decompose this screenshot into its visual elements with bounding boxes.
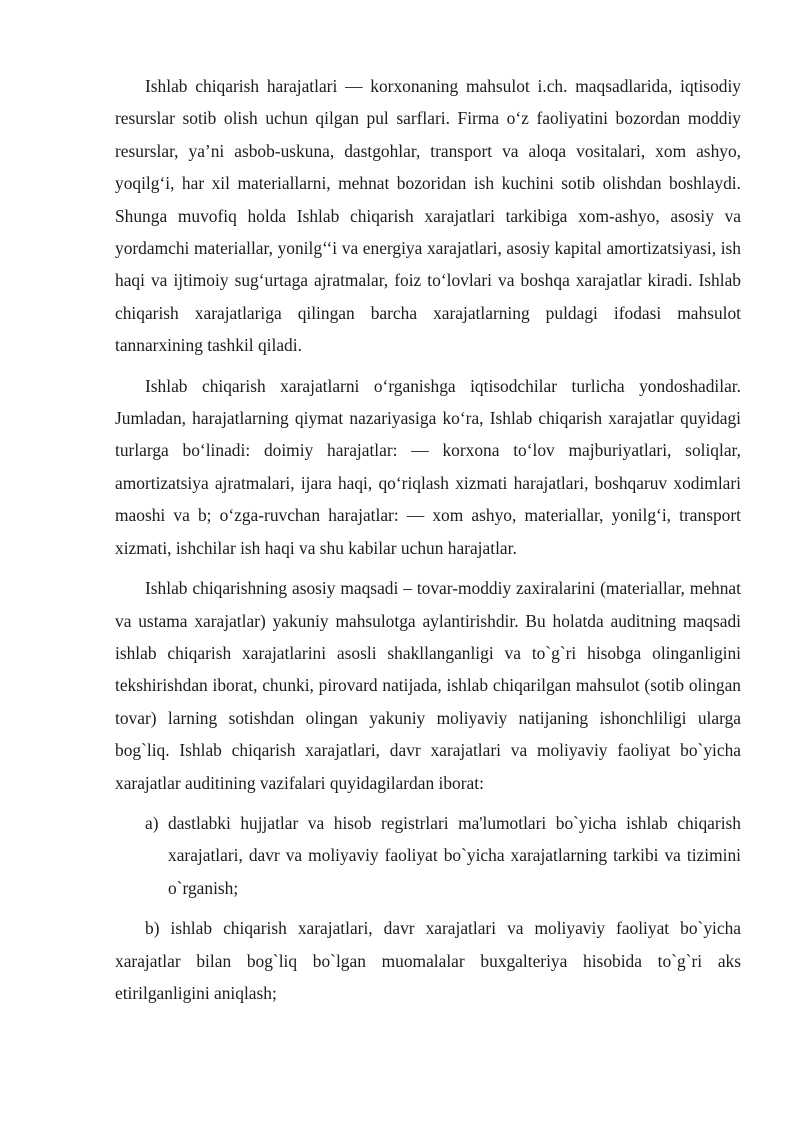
list-text-b: ishlab chiqarish xarajatlari, davr xarajatlari va moliyaviy faoliyat bo`yicha xarajatlar bilan bog`liq bo`lgan muomalalar buxgalteriya hisobida to`g`ri aks etirilganligini aniqlash; <box>115 918 741 1003</box>
list-marker-b: b) <box>145 918 160 939</box>
list-item-a <box>145 807 741 904</box>
paragraph-cost-classification: Ishlab chiqarish xarajatlarni o‘rganishga iqtisodchilar turlicha yondoshadilar. Jumladan, harajatlarning qiymat nazariyasiga ko‘ra, Ishlab chiqarish xarajatlar quyidagi turlarga bo‘linadi: doimiy harajatlar: — korxona to‘lov majburiyatlari, soliqlar, amortizatsiya ajratmalari, ijara haqi, qo‘riqlash xizmati harajatlari, boshqaruv xodimlari maoshi va b; o‘zga-ruvchan harajatlar: — xom ashyo, materiallar, yonilg‘i, transport xizmati, ishchilar ish haqi va shu kabilar uchun harajatlar. <box>115 375 741 558</box>
list-item-b <box>115 912 741 1009</box>
paragraph-audit-objectives: Ishlab chiqarishning asosiy maqsadi – tovar-moddiy zaxiralarini (materiallar, mehnat va ustama xarajatlar) yakuniy mahsulotga aylantirishdir. Bu holatda auditning maqsadi ishlab chiqarish xarajatlarini asosli shakllanganligi va to`g`ri hisobga olinganligini tekshirishdan iborat, chunki, pirovard natijada, ishlab chiqarilgan mahsulot (sotib olingan tovar) larning sotishdan olingan yakuniy moliyaviy natijaning ishonchliligi ularga bog`liq. Ishlab chiqarish xarajatlari, davr xarajatlari va moliyaviy faoliyat bo`yicha xarajatlar auditining vazifalari quyidagilardan iborat: <box>115 578 741 793</box>
list-marker-a: a) <box>145 812 159 833</box>
paragraph-production-costs-definition: Ishlab chiqarish harajatlari — korxonaning mahsulot i.ch. maqsadlarida, iqtisodiy resurslar sotib olish uchun qilgan pul sarflari. Firma o‘z faoliyatini bozordan moddiy resurslar, ya’ni asbob-uskuna, dastgohlar, transport va aloqa vositalari, xom ashyo, yoqilg‘i, har xil materiallarni, mehnat bozoridan ish kuchini sotib olishdan boshlaydi. Shunga muvofiq holda Ishlab chiqarish xarajatlari tarkibiga xom-ashyo, asosiy va yordamchi materiallar, yonilg‘‘i va energiya xarajatlari, asosiy kapital amortizatsiyasi, ish haqi va ijtimoiy sug‘urtaga ajratmalar, foiz to‘lovlari va boshqa xarajatlar kiradi. Ishlab chiqarish xarajatlariga qilingan barcha xarajatlarning puldagi ifodasi mahsulot tannarxining tashkil qiladi. <box>115 76 741 356</box>
list-text-a: dastlabki hujjatlar va hisob registrlari ma'lumotlari bo`yicha ishlab chiqarish xarajatlari, davr va moliyaviy faoliyat bo`yicha xarajatlarning tarkibi va tizimini o`rganish; <box>168 812 741 898</box>
document-page <box>115 70 741 1009</box>
